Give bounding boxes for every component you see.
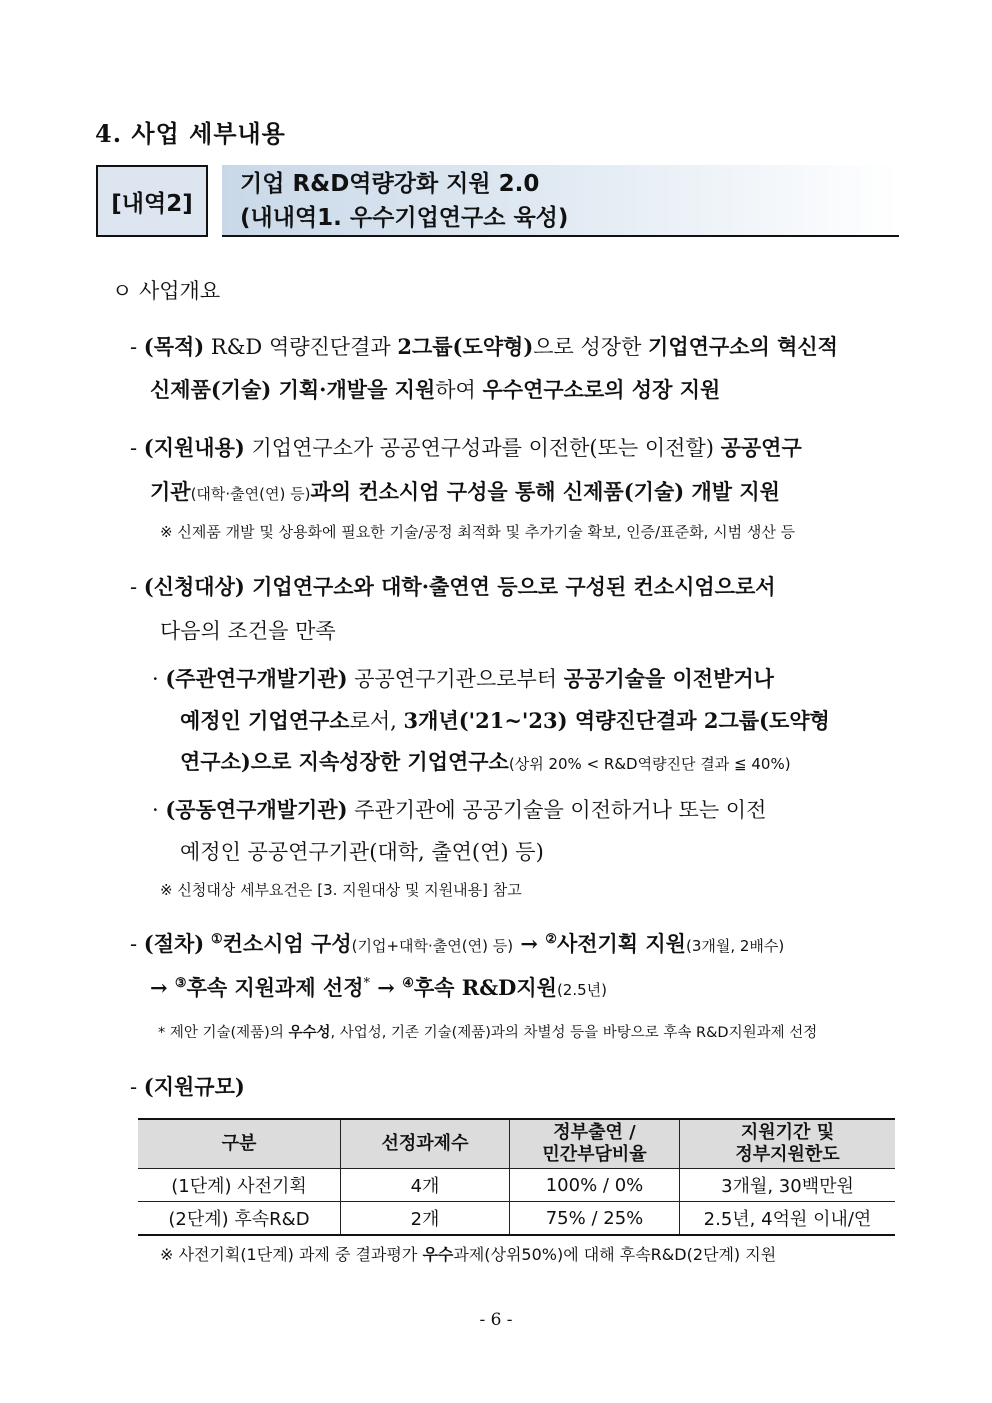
purpose-line-2: 신제품(기술) 기획·개발을 지원하여 우수연구소로의 성장 지원 bbox=[150, 377, 721, 402]
section-title: 4. 사업 세부내용 bbox=[95, 119, 286, 148]
table-cell: 2.5년, 4억원 이내/연 bbox=[680, 1202, 896, 1236]
support-line-1: - (지원내용) 기업연구소가 공공연구성과를 이전한(또는 이전할) 공공연구 bbox=[130, 435, 802, 460]
joint-line-2: 예정인 공공연구기관(대학, 출연(연) 등) bbox=[180, 840, 544, 864]
section-tag: [내역2] bbox=[96, 165, 208, 237]
table-note: ※ 사전기획(1단계) 과제 중 결과평가 우수과제(상위50%)에 대해 후속R&D(2단계) 지원 bbox=[160, 1245, 777, 1264]
support-note: ※ 신제품 개발 및 상용화에 필요한 기술/공정 최적화 및 추가기술 확보, 인증/표준화, 시범 생산 등 bbox=[160, 523, 796, 541]
table-cell: (2단계) 후속R&D bbox=[138, 1202, 341, 1236]
heading-line-2: (내내역1. 우수기업연구소 육성) bbox=[240, 205, 569, 231]
table-cell: 3개월, 30백만원 bbox=[680, 1169, 896, 1202]
table-cell: (1단계) 사전기획 bbox=[138, 1169, 341, 1202]
table-row bbox=[138, 1202, 895, 1236]
support-line-2: 기관(대학·출연(연) 등)과의 컨소시엄 구성을 통해 신제품(기술) 개발 지원 bbox=[150, 479, 780, 504]
purpose-line-1: - (목적) R&D 역량진단결과 2그룹(도약형)으로 성장한 기업연구소의 혁신적 bbox=[130, 334, 838, 359]
table-header: 선정과제수 bbox=[341, 1119, 510, 1169]
support-scale-table bbox=[138, 1118, 895, 1236]
table-cell: 100% / 0% bbox=[510, 1169, 680, 1202]
table-header: 정부출연 / 민간부담비율 bbox=[510, 1119, 680, 1169]
procedure-line-2: → ③후속 지원과제 선정* → ④후속 R&D지원(2.5년) bbox=[150, 975, 608, 1000]
table-header: 구분 bbox=[138, 1119, 341, 1169]
joint-line-1: · (공동연구개발기관) 주관기관에 공공기술을 이전하거나 또는 이전 bbox=[152, 797, 767, 822]
target-line-1: - (신청대상) 기업연구소와 대학·출연연 등으로 구성된 컨소시엄으로서 bbox=[130, 574, 776, 599]
host-line-1: · (주관연구개발기관) 공공연구기관으로부터 공공기술을 이전받거나 bbox=[152, 666, 774, 691]
host-line-2: 예정인 기업연구소로서, 3개년('21~'23) 역량진단결과 2그룹(도약형 bbox=[180, 708, 830, 733]
table-cell: 4개 bbox=[341, 1169, 510, 1202]
heading-line-1: 기업 R&D역량강화 지원 2.0 bbox=[240, 171, 540, 197]
table-row bbox=[138, 1169, 895, 1202]
page-number: - 6 - bbox=[479, 1310, 513, 1330]
target-note: ※ 신청대상 세부요건은 [3. 지원대상 및 지원내용] 참고 bbox=[160, 881, 522, 899]
procedure-line-1: - (절차) ①컨소시엄 구성(기업+대학·출연(연) 등) → ②사전기획 지원(3개월, 2배수) bbox=[130, 931, 785, 956]
target-line-2: 다음의 조건을 만족 bbox=[160, 619, 336, 643]
procedure-note: * 제안 기술(제품)의 우수성, 사업성, 기존 기술(제품)과의 차별성 등을 바탕으로 후속 R&D지원과제 선정 bbox=[158, 1025, 818, 1041]
overview-label: ㅇ 사업개요 bbox=[112, 279, 221, 303]
table-cell: 2개 bbox=[341, 1202, 510, 1236]
table-header-row bbox=[138, 1119, 895, 1169]
table-header: 지원기간 및 정부지원한도 bbox=[680, 1119, 896, 1169]
section-heading bbox=[222, 165, 899, 237]
table-cell: 75% / 25% bbox=[510, 1202, 680, 1236]
scale-line: - (지원규모) bbox=[130, 1074, 245, 1099]
host-line-3: 연구소)으로 지속성장한 기업연구소(상위 20% < R&D역량진단 결과 ≦ 40%) bbox=[180, 749, 791, 774]
